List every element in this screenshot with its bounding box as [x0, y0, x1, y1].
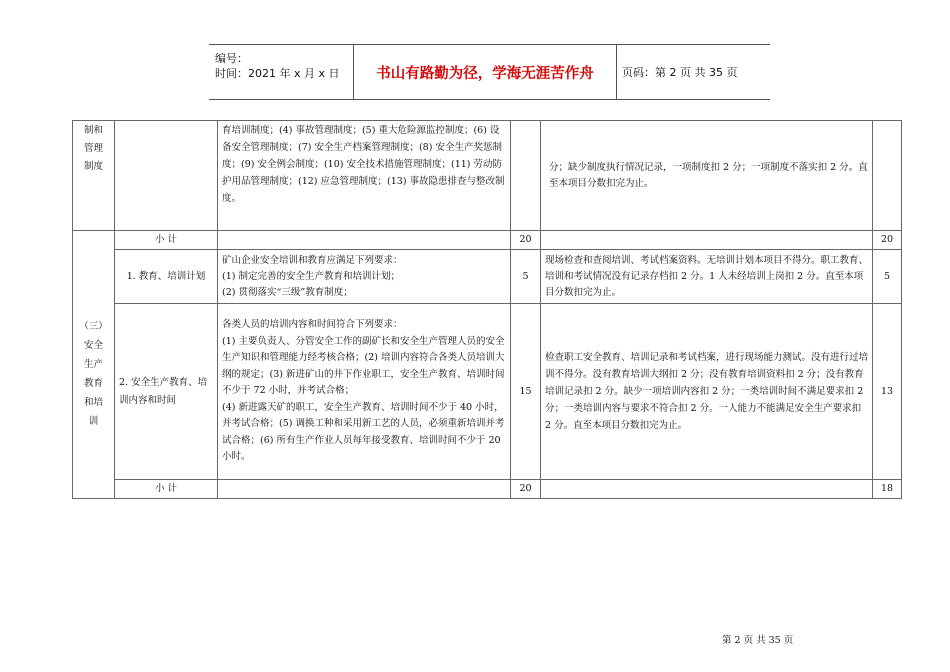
subtotal-row — [73, 480, 902, 499]
evaluation-table — [72, 120, 902, 499]
subtotal-label: 小 计 — [115, 480, 218, 499]
blank-cell — [218, 231, 511, 250]
page-footer: 第 2 页 共 35 页 — [722, 635, 794, 646]
blank-cell — [73, 231, 115, 250]
blank-cell — [541, 231, 873, 250]
subtotal-actual: 18 — [873, 480, 902, 499]
score-cell: 15 — [511, 304, 541, 480]
item-cell: 2. 安全生产教育、培训内容和时间 — [115, 304, 218, 480]
method-cell: 现场检查和查阅培训、考试档案资料。无培训计划本项目不得分。职工教育、培训和考试情况没有记录存档扣 2 分。1 人未经培训上岗扣 2 分。直至本项目分数扣完为止。 — [541, 250, 873, 304]
subtotal-actual: 20 — [873, 231, 902, 250]
document-header — [209, 44, 770, 100]
subtotal-score: 20 — [511, 231, 541, 250]
method-cell: 分；缺少制度执行情况记录，一项制度扣 2 分；一项制度不落实扣 2 分。直至本项目分数扣完为止。 — [541, 121, 873, 231]
item-cell — [115, 121, 218, 231]
blank-cell — [541, 480, 873, 499]
actual-score-cell: 5 — [873, 250, 902, 304]
blank-cell — [218, 480, 511, 499]
subtotal-score: 20 — [511, 480, 541, 499]
table-row — [73, 121, 902, 231]
table-row — [73, 304, 902, 480]
section-category-cell: （三） 安全 生产 教育 和培 训 — [73, 250, 115, 499]
category-cell: 制和 管理 制度 — [73, 121, 115, 231]
requirement-cell: 育培训制度；(4) 事故管理制度；(5) 重大危险源监控制度；(6) 设备安全管理制度；(7) 安全生产档案管理制度；(8) 安全生产奖惩制度；(9) 安全例会制度；(10) 安全技术措施管理制度；(11) 劳动防护用品管理制度；(12) 应急管理制度；(13) 事故隐患排查与整改制度。 — [218, 121, 511, 231]
requirement-cell: 矿山企业安全培训和教育应满足下列要求： (1) 制定完善的安全生产教育和培训计划； (2) 贯彻落实“三级”教育制度； — [218, 250, 511, 304]
score-cell — [511, 121, 541, 231]
score-cell: 5 — [511, 250, 541, 304]
subtotal-row — [73, 231, 902, 250]
page-label: 页码：第 2 页 共 35 页 — [622, 66, 738, 79]
slogan: 书山有路勤为径，学海无涯苦作舟 — [353, 45, 617, 99]
code-label: 编号： — [215, 52, 248, 65]
method-cell: 检查职工安全教育、培训记录和考试档案，进行现场能力测试。没有进行过培训不得分。没有教育培训大纲扣 2 分；没有教育培训资料扣 2 分；没有教育培训记录扣 2 分。缺少一项培训内容扣 2 分；一类培训时间不满足要求扣 2 分；一类培训内容与要求不符合扣 2 分。一人能力不能满足安全生产要求扣 2 分。直至本项目分数扣完为止。 — [541, 304, 873, 480]
time-label: 时间：2021 年 x 月 x 日 — [215, 67, 340, 80]
requirement-cell: 各类人员的培训内容和时间符合下列要求： (1) 主要负责人、分管安全工作的副矿长和安全生产管理人员的安全生产知识和管理能力经考核合格；(2) 培训内容符合各类人员培训大纲的规定；(3) 新进矿山的井下作业职工，安全生产教育、培训时间不少于 72 小时，并考试合格； (4) 新进露天矿的职工，安全生产教育、培训时间不少于 40 小时，并考试合格；(5) 调换工种和采用新工艺的人员，必须重新培训并考试合格；(6) 所有生产作业人员每年接受教育、培训时间不少于 20 小时。 — [218, 304, 511, 480]
header-info — [209, 45, 351, 99]
actual-score-cell — [873, 121, 902, 231]
subtotal-label: 小 计 — [115, 231, 218, 250]
table-row — [73, 250, 902, 304]
actual-score-cell: 13 — [873, 304, 902, 480]
item-cell: 1. 教育、培训计划 — [115, 250, 218, 304]
